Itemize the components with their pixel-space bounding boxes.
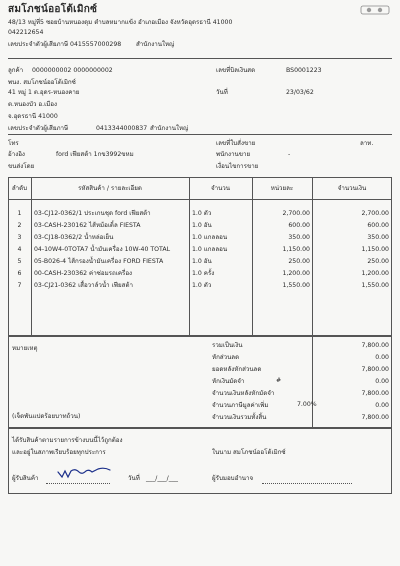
cell-qty: 1.0 อัน bbox=[192, 222, 212, 229]
cell-amount: 600.00 bbox=[367, 222, 389, 229]
customer-addr2: ต.หนองบัว อ.เมือง bbox=[8, 101, 58, 108]
customer-attn: พนง. สมโภชน์ออโต้เมิกซ์ bbox=[8, 79, 76, 86]
on-behalf: ในนาม สมโภชน์ออโต้เมิกซ์ bbox=[212, 449, 286, 456]
customer-code-label: ลูกค้า bbox=[8, 67, 24, 74]
header-divider bbox=[8, 58, 392, 59]
cell-price: 600.00 bbox=[288, 222, 310, 229]
cell-no: 6 bbox=[17, 270, 22, 277]
th-no: ลำดับ bbox=[11, 185, 28, 192]
cell-price: 250.00 bbox=[288, 258, 310, 265]
th-amount: จำนวนเงิน bbox=[337, 185, 367, 192]
customer-addr1: 41 หมู่ 1 ต.อุดร-หนองคาย bbox=[8, 89, 80, 96]
doc-no-value: BS0001223 bbox=[286, 67, 322, 74]
date-value: 23/03/62 bbox=[286, 89, 314, 96]
cell-amount: 1,550.00 bbox=[361, 282, 389, 289]
authorized-sign-line bbox=[262, 483, 352, 484]
col-divider bbox=[252, 177, 253, 336]
amount-in-words: (เจ็ดพันแปดร้อยบาทถ้วน) bbox=[12, 413, 81, 420]
items-table bbox=[8, 177, 392, 336]
company-address: 48/13 หมู่ที่5 ซอยบ้านหนองดุม ตำบลหมากแข้ง อำเภอเมือง จังหวัดอุดรธานี 41000 bbox=[8, 19, 233, 26]
total-line-value: 7,800.00 bbox=[361, 390, 389, 397]
salesman-value: - bbox=[288, 151, 291, 158]
company-branch: สำนักงานใหญ่ bbox=[136, 41, 175, 48]
company-logo-icon bbox=[360, 4, 390, 16]
cell-no: 1 bbox=[17, 210, 22, 217]
total-line-label: รวมเป็นเงิน bbox=[212, 342, 243, 349]
cell-price: 1,150.00 bbox=[282, 246, 310, 253]
cell-amount: 1,200.00 bbox=[361, 270, 389, 277]
customer-code-value: 0000000002 0000000002 bbox=[32, 67, 113, 74]
cell-price: 2,700.00 bbox=[282, 210, 310, 217]
receiver-signature-icon bbox=[56, 466, 126, 480]
company-tax-id: เลขประจำตัวผู้เสียภาษี 0415557000298 bbox=[8, 41, 122, 48]
salesman-label: พนักงานขาย bbox=[216, 151, 251, 158]
company-phone: 042212654 bbox=[8, 29, 44, 36]
cell-price: 1,200.00 bbox=[282, 270, 310, 277]
total-line-value: 7,800.00 bbox=[361, 342, 389, 349]
customer-addr3: จ.อุดรธานี 41000 bbox=[8, 113, 58, 120]
total-line-label: หักส่วนลด bbox=[212, 354, 240, 361]
cell-amount: 2,700.00 bbox=[361, 210, 389, 217]
total-line-label: จำนวนเงินหลังหักมัดจำ bbox=[212, 390, 275, 397]
cell-qty: 1.0 แกลลอน bbox=[192, 246, 228, 253]
cell-no: 5 bbox=[17, 258, 22, 265]
ship-label: ขนส่งโดย bbox=[8, 163, 35, 170]
cell-qty: 1.0 แกลลอน bbox=[192, 234, 228, 241]
vehicle-label: อ้างอิง bbox=[8, 151, 25, 158]
customer-tax-value: 0413344000837 bbox=[96, 125, 148, 132]
cell-desc: 03-CJ12-0362/1 ประเกนชุด ford เฟียสต้า bbox=[34, 210, 151, 217]
right-ref-label: ลาท. bbox=[360, 140, 374, 147]
total-line-label: จำนวนเงินรวมทั้งสิ้น bbox=[212, 414, 267, 421]
vehicle-value: ford เฟียสต้า 1กข3992ขหม bbox=[56, 151, 134, 158]
cell-price: 350.00 bbox=[288, 234, 310, 241]
receiver-label: ผู้รับสินค้า bbox=[12, 475, 39, 482]
col-divider bbox=[312, 177, 313, 336]
th-desc: รหัสสินค้า / รายละเอียด bbox=[78, 185, 142, 192]
th-price: หน่วยละ bbox=[270, 185, 294, 192]
cell-desc: 05-B026-4 ไส้กรองน้ำมันเครื่อง FORD FIESTA bbox=[34, 258, 164, 265]
cell-no: 4 bbox=[17, 246, 22, 253]
cell-qty: 1.0 ตัว bbox=[192, 210, 212, 217]
total-line-value: 7,800.00 bbox=[361, 414, 389, 421]
cell-no: 2 bbox=[17, 222, 22, 229]
total-line-value: 7,800.00 bbox=[361, 366, 389, 373]
po-label: เลขที่ใบสั่งขาย bbox=[216, 140, 256, 147]
cell-no: 7 bbox=[17, 282, 22, 289]
company-name: สมโภชน์ออโต้เมิกซ์ bbox=[8, 4, 98, 15]
receive-date-label: วันที่ bbox=[128, 475, 140, 482]
total-line-value: 0.00 bbox=[375, 378, 389, 385]
total-line-label: หักเงินมัดจำ bbox=[212, 378, 245, 385]
col-divider bbox=[31, 177, 32, 336]
cell-desc: 03-CASH-230162 ไส้หม้อเดิ้ล FIESTA bbox=[34, 222, 141, 229]
cell-no: 3 bbox=[17, 234, 22, 241]
cell-desc: 03-CJ18-0362/2 น้ำหล่อเย็น bbox=[34, 234, 114, 241]
total-line-label: ยอดหลังหักส่วนลด bbox=[212, 366, 262, 373]
deposit-hash: # bbox=[276, 377, 282, 384]
cell-desc: 00-CASH-230362 ค่าซ่อมรถเครื่อง bbox=[34, 270, 133, 277]
tel-label: โทร bbox=[8, 140, 19, 147]
cell-amount: 1,150.00 bbox=[361, 246, 389, 253]
vat-rate: 7.00% bbox=[297, 401, 317, 408]
cell-qty: 1.0 ตัว bbox=[192, 282, 212, 289]
cell-desc: 04-10W4-0TOTA7 น้ำมันเครื่อง 10W-40 TOTAL bbox=[34, 246, 171, 253]
customer-divider bbox=[8, 134, 392, 135]
cell-amount: 350.00 bbox=[367, 234, 389, 241]
cell-amount: 250.00 bbox=[367, 258, 389, 265]
note-label: หมายเหตุ bbox=[12, 345, 38, 352]
condition-note: และอยู่ในสภาพเรียบร้อยทุกประการ bbox=[12, 449, 106, 456]
total-line-value: 0.00 bbox=[375, 354, 389, 361]
table-header-divider bbox=[8, 199, 392, 200]
receiver-sign-line bbox=[46, 483, 110, 484]
cell-price: 1,550.00 bbox=[282, 282, 310, 289]
customer-tax-label: เลขประจำตัวผู้เสียภาษี bbox=[8, 125, 69, 132]
cell-qty: 1.0 ครั้ง bbox=[192, 270, 215, 277]
received-note: ได้รับสินค้าตามรายการข้างบนนี้ไว้ถูกต้อง bbox=[12, 437, 123, 444]
cell-qty: 1.0 อัน bbox=[192, 258, 212, 265]
total-line-label: จำนวนภาษีมูลค่าเพิ่ม bbox=[212, 402, 269, 409]
terms-label: เงื่อนไขการขาย bbox=[216, 163, 259, 170]
receive-date-blank: ___/___/___ bbox=[146, 475, 179, 482]
doc-no-label: เลขที่บิลเงินสด bbox=[216, 67, 256, 74]
cell-desc: 03-CJ21-0362 เสื้อวาล์วน้ำ เฟียสต้า bbox=[34, 282, 133, 289]
date-label: วันที่ bbox=[216, 89, 228, 96]
authorized-label: ผู้รับมอบอำนาจ bbox=[212, 475, 254, 482]
customer-tax-branch: สำนักงานใหญ่ bbox=[150, 125, 189, 132]
total-line-value: 0.00 bbox=[375, 402, 389, 409]
col-divider bbox=[189, 177, 190, 336]
th-qty: จำนวน bbox=[210, 185, 231, 192]
